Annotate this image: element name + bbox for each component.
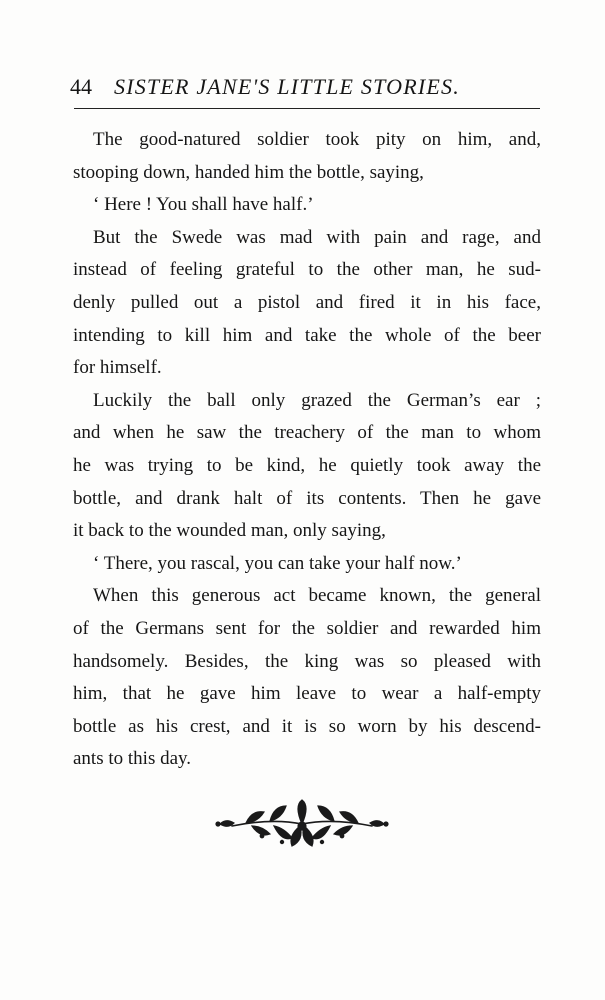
text-line: bottle, and drank halt of its contents. Then he gave bbox=[73, 487, 541, 509]
text-line: for himself. bbox=[73, 357, 162, 379]
text-line: he was trying to be kind, he quietly took away the bbox=[73, 454, 541, 476]
text-line: But the Swede was mad with pain and rage, and bbox=[93, 226, 541, 248]
floral-vignette-icon bbox=[212, 796, 392, 856]
text-line: When this generous act became known, the general bbox=[93, 585, 541, 607]
text-line: denly pulled out a pistol and fired it in his face, bbox=[73, 291, 541, 313]
text-line: Luckily the ball only grazed the German’s ear ; bbox=[93, 389, 541, 411]
text-line: bottle as his crest, and it is so worn by his descend- bbox=[73, 715, 541, 737]
text-line: instead of feeling grateful to the other man, he sud- bbox=[73, 259, 541, 281]
text-line: it back to the wounded man, only saying, bbox=[73, 520, 386, 542]
text-line: ants to this day. bbox=[73, 748, 192, 770]
text-line: intending to kill him and take the whole of the beer bbox=[73, 324, 541, 346]
text-line: The good-natured soldier took pity on him, and, bbox=[93, 129, 541, 150]
text-line: stooping down, handed him the bottle, saying, bbox=[73, 161, 424, 183]
text-line: and when he saw the treachery of the man to whom bbox=[73, 422, 541, 444]
page-number: 44 bbox=[70, 74, 92, 99]
text-line: of the Germans sent for the soldier and rewarded him bbox=[73, 617, 541, 639]
story-text bbox=[73, 124, 541, 776]
text-line: ‘ Here ! You shall have half.’ bbox=[93, 194, 314, 216]
text-line: handsomely. Besides, the king was so pleased with bbox=[73, 650, 541, 672]
text-line: ‘ There, you rascal, you can take your half now.’ bbox=[93, 552, 462, 574]
running-head bbox=[70, 70, 540, 104]
text-line: him, that he gave him leave to wear a half-empty bbox=[73, 683, 541, 705]
header-rule bbox=[74, 108, 540, 109]
running-title: SISTER JANE'S LITTLE STORIES. bbox=[114, 74, 460, 99]
